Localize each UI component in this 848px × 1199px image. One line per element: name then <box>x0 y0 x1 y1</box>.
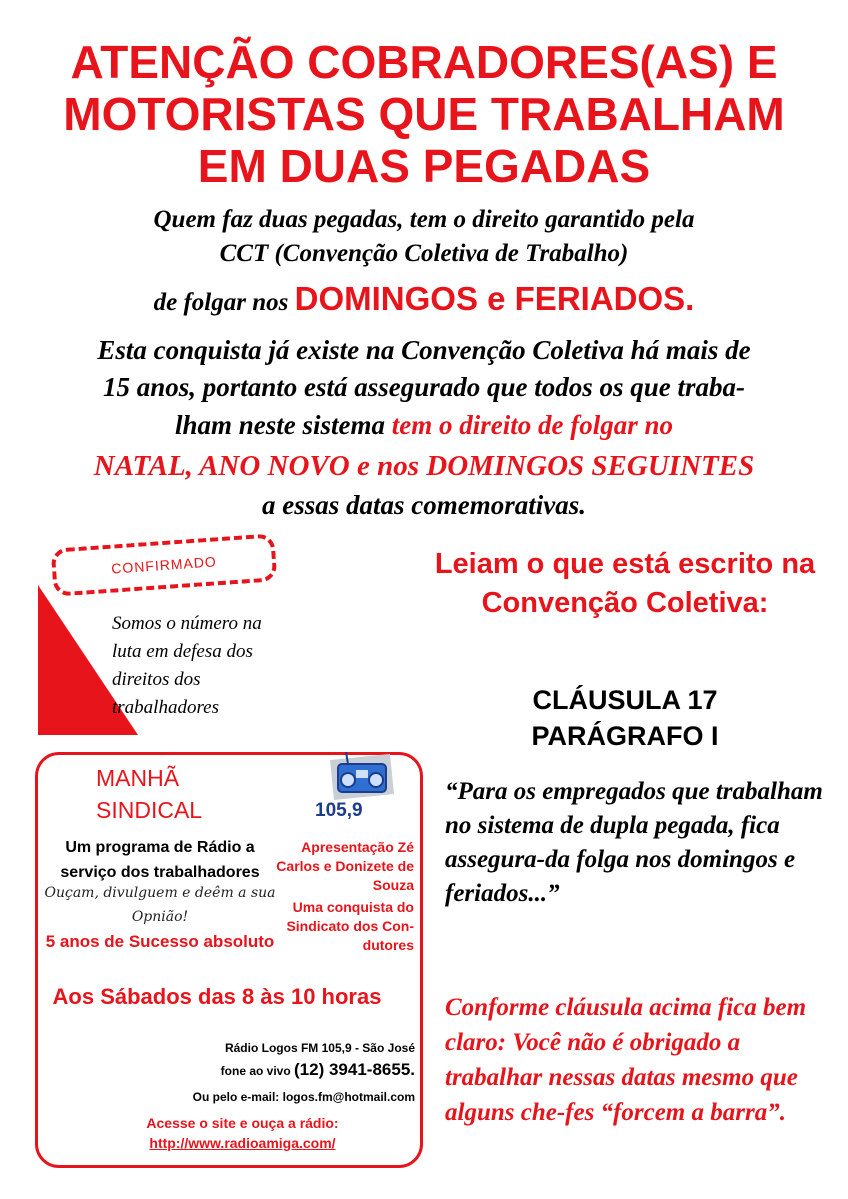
conclusion-text: Conforme cláusula acima fica bem claro: Você não é obrigado a trabalhar nessas datas mesmo que alguns che-fes “forcem a barra”. <box>445 994 807 1126</box>
intro-line-3 <box>0 280 848 318</box>
station-text: Rádio Logos FM 105,9 - São José <box>224 1041 415 1055</box>
slogan-text: Somos o número na luta em defesa dos direitos dos trabalhadores <box>112 613 262 718</box>
conquest-line-3 <box>0 410 848 441</box>
program-description: Um programa de Rádio a serviço dos trabalhadores <box>60 839 260 881</box>
conquest-holidays: NATAL, ANO NOVO e nos DOMINGOS SEGUINTES <box>93 450 755 482</box>
clause-quote: “Para os empregados que trabalham no sistema de dupla pegada, fica assegura-da folga nos domingos e feriados...” <box>445 778 823 907</box>
headline-line-2: MOTORISTAS QUE TRABALHAM <box>63 88 785 140</box>
confirmed-label: CONFIRMADO <box>110 553 218 577</box>
email-text: Ou pelo e-mail: logos.fm@hotmail.com <box>192 1090 415 1104</box>
intro-line-1: Quem faz duas pegadas, tem o direito garantido pela <box>153 206 695 233</box>
read-heading: Leiam o que está escrito na Convenção Coletiva: <box>434 548 816 619</box>
program-title-1: MANHÃ <box>96 765 180 791</box>
headline-line-3: EM DUAS PEGADAS <box>197 140 651 192</box>
intro-line-3-prefix: de folgar nos <box>153 289 295 316</box>
main-headline <box>0 36 848 192</box>
radio-icon <box>318 752 398 802</box>
paragraph-number: PARÁGRAFO I <box>531 721 719 751</box>
confirmed-stamp <box>51 533 278 597</box>
program-title-2: SINDICAL <box>96 797 203 823</box>
schedule-text: Aos Sábados das 8 às 10 horas <box>52 984 382 1009</box>
conquest-line-3-prefix: lham neste sistema <box>175 410 392 440</box>
phone-line <box>60 1060 415 1080</box>
conquest-line-1: Esta conquista já existe na Convenção Coletiva há mais de <box>97 335 751 365</box>
conquest-line-5: a essas datas comemorativas. <box>262 490 586 520</box>
conquest-highlight: tem o direito de folgar no <box>391 410 673 440</box>
achievement-text: Uma conquista do Sindicato dos Con- dutores <box>286 899 414 953</box>
intro-line-2: CCT (Convenção Coletiva de Trabalho) <box>219 240 629 267</box>
radio-frequency: 105,9 <box>315 800 363 821</box>
success-text: 5 anos de Sucesso absoluto <box>45 932 275 951</box>
intro-highlight: DOMINGOS e FERIADOS. <box>294 280 695 317</box>
listen-text: Ouçam, divulguem e deêm a sua Opnião! <box>44 885 276 925</box>
site-link[interactable]: http://www.radioamiga.com/ <box>149 1135 336 1151</box>
clause-heading <box>430 682 820 754</box>
presentation-text: Apresentação Zé Carlos e Donizete de Souza <box>276 839 414 893</box>
headline-line-1: ATENÇÃO COBRADORES(AS) E <box>70 36 778 88</box>
phone-number: (12) 3941-8655. <box>294 1060 415 1079</box>
phone-label: fone ao vivo <box>220 1064 295 1078</box>
conquest-line-2: 15 anos, portanto está assegurado que todos os que traba- <box>102 372 746 402</box>
access-text: Acesse o site e ouça a rádio: <box>146 1115 339 1131</box>
radio-program-box <box>35 752 423 1168</box>
clause-number: CLÁUSULA 17 <box>532 685 718 715</box>
